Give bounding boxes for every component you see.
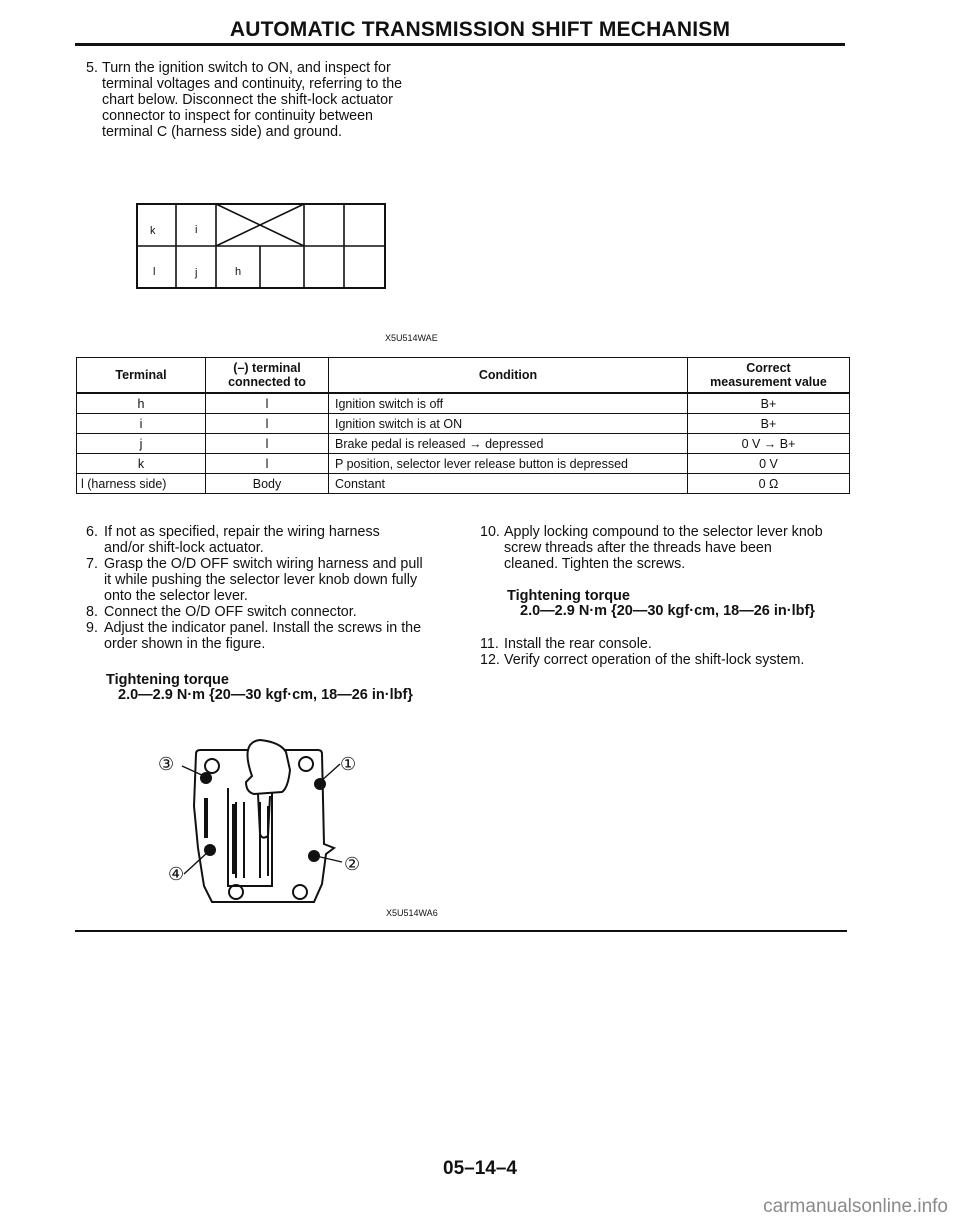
callout-3: ③ (158, 754, 175, 774)
step-number: 12. (480, 652, 500, 668)
terminal-l-label: l (153, 266, 156, 278)
figure-code: X5U514WA6 (386, 908, 438, 918)
step-5-line: connector to inspect for continuity between (102, 108, 374, 124)
terminal-k-label: k (150, 225, 156, 237)
step-5-line: Turn the ignition switch to ON, and inspect for (102, 60, 391, 76)
step-number: 5. (86, 60, 98, 76)
torque-label-right: Tightening torque (507, 588, 630, 604)
col-measurement: Correct measurement value (688, 358, 850, 394)
table-row: h l Ignition switch is off B+ (77, 393, 850, 414)
step-number: 11. (480, 636, 499, 652)
torque-label-left: Tightening torque (106, 672, 229, 688)
col-terminal: Terminal (77, 358, 206, 394)
callout-2: ② (344, 854, 361, 874)
terminal-i-label: i (195, 224, 198, 236)
title-rule (75, 43, 845, 46)
col-negative-terminal: (–) terminal connected to (206, 358, 329, 394)
table-header-row (77, 358, 850, 394)
step-number: 8. (86, 604, 98, 620)
page-number: 05–14–4 (443, 1158, 517, 1179)
indicator-panel-figure (158, 736, 364, 921)
step-5-line: terminal C (harness side) and ground. (102, 124, 342, 140)
step-number: 9. (86, 620, 98, 636)
torque-value-left: 2.0—2.9 N·m {20—30 kgf·cm, 18—26 in·lbf} (118, 687, 413, 703)
table-row: i l Ignition switch is at ON B+ (77, 414, 850, 434)
watermark: carmanualsonline.info (763, 1196, 948, 1217)
terminal-j-label: j (195, 267, 198, 279)
bottom-rule (75, 930, 847, 932)
step-5-line: chart below. Disconnect the shift-lock actuator (102, 92, 393, 108)
page-title: AUTOMATIC TRANSMISSION SHIFT MECHANISM (229, 18, 731, 41)
figure-code: X5U514WAE (385, 333, 438, 343)
indicator-panel-drawing (164, 736, 364, 916)
step-number: 7. (86, 556, 98, 572)
torque-value-right: 2.0—2.9 N·m {20—30 kgf·cm, 18—26 in·lbf} (520, 603, 815, 619)
measurement-table (76, 357, 850, 494)
terminal-h-label: h (235, 266, 242, 278)
step-number: 10. (480, 524, 500, 540)
callout-4: ④ (168, 864, 185, 884)
step-5-line: terminal voltages and continuity, referring to the (102, 76, 403, 92)
table-row: j l Brake pedal is released → depressed 0 V → B+ (77, 434, 850, 454)
col-condition: Condition (329, 358, 688, 394)
connector-diagram (136, 203, 388, 296)
connector-outline (136, 203, 388, 291)
table-row: l (harness side) Body Constant 0 Ω (77, 474, 850, 494)
table-row: k l P position, selector lever release button is depressed 0 V (77, 454, 850, 474)
callout-1: ① (340, 754, 357, 774)
step-number: 6. (86, 524, 98, 540)
